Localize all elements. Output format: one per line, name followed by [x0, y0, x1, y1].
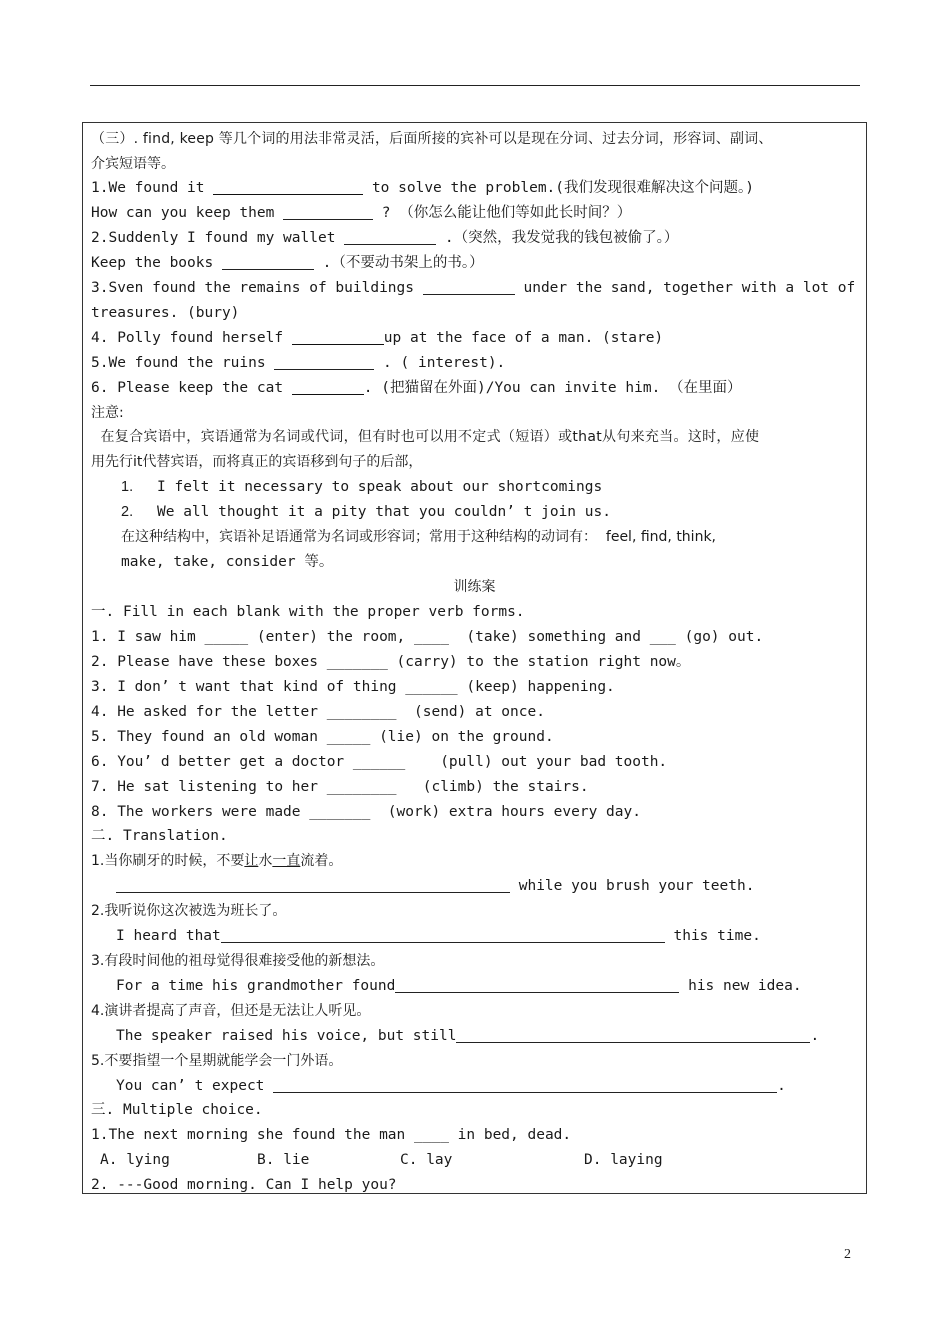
translation-2-blank — [221, 927, 665, 943]
translation-1-chinese-underlined-1: 让 — [244, 853, 259, 869]
example-line-2 — [91, 201, 858, 226]
example-line-7 — [91, 326, 858, 351]
blank-9 — [292, 379, 364, 395]
example-line-5 — [91, 276, 858, 301]
note-line-1: 在复合宾语中，宾语通常为名词或代词，但有时也可以用不定式（短语）或that从句来充当。这时，应使 — [91, 429, 760, 445]
example-2-text-a: How can you keep them — [91, 205, 284, 221]
translation-4-english-a: The speaker raised his voice, but still — [116, 1028, 457, 1044]
part3-title: 三. Multiple choice. — [91, 1102, 263, 1118]
translation-5-english-a: You can’ t expect — [116, 1078, 274, 1094]
option-c: C. lay — [400, 1152, 453, 1168]
part2-title: 二. Translation. — [91, 828, 228, 844]
example-9-text-b: . (把猫留在外面)/You can invite him. （在里面） — [363, 380, 742, 396]
example-3-text-a: 2.Suddenly I found my wallet — [91, 230, 345, 246]
question-5: 5. They found an old woman _____ (lie) on the ground. — [91, 729, 554, 745]
translation-4-chinese: 4.演讲者提高了声音，但还是无法让人听见。 — [91, 1003, 371, 1019]
translation-1-english-text: while you brush your teeth. — [510, 878, 755, 894]
part1-title: 一. Fill in each blank with the proper verb forms. — [91, 604, 525, 620]
translation-2-english-b: this time. — [664, 928, 761, 944]
choice-question-2: 2. ---Good morning. Can I help you? — [91, 1177, 397, 1193]
section3-intro-line2: 介宾短语等。 — [91, 156, 175, 172]
example-8-text-b: . ( interest). — [374, 355, 506, 371]
question-4: 4. He asked for the letter ________ (send) at once. — [91, 704, 545, 720]
note-example-2-text: We all thought it a pity that you couldn’ t join us. — [157, 504, 611, 520]
question-3: 3. I don’ t want that kind of thing ______ (keep) happening. — [91, 679, 615, 695]
content-box — [82, 122, 867, 1194]
example-3-text-b: .（突然，我发觉我的钱包被偷了。） — [436, 230, 679, 246]
example-1-text-b: to solve the problem.(我们发现很难解决这个问题。) — [363, 180, 754, 196]
example-line-8 — [91, 351, 858, 376]
option-d: D. laying — [584, 1152, 663, 1168]
example-line-1 — [91, 176, 858, 201]
translation-5-english — [116, 1074, 858, 1099]
note-line-3: 在这种结构中，宾语补足语通常为名词或形容词；常用于这种结构的动词有： feel, find, think, — [121, 529, 717, 545]
translation-1-chinese-a: 1.当你刷牙的时候，不要 — [91, 853, 245, 869]
example-line-4 — [91, 251, 858, 276]
question-6: 6. You’ d better get a doctor ______ (pull) out your bad tooth. — [91, 754, 668, 770]
note-title: 注意: — [91, 405, 124, 421]
translation-4-english — [116, 1024, 858, 1049]
translation-1-blank — [116, 877, 510, 893]
blank-2 — [283, 204, 373, 220]
translation-1-english — [116, 874, 858, 899]
section3-intro-line1: （三）. find, keep 等几个词的用法非常灵活，后面所接的宾补可以是现在分词、过去分词，形容词、副词、 — [91, 131, 773, 147]
question-8: 8. The workers were made _______ (work) extra hours every day. — [91, 804, 641, 820]
blank-1 — [213, 179, 363, 195]
example-7-text-b: up at the face of a man. (stare) — [383, 330, 664, 346]
page-number: 2 — [844, 1247, 851, 1262]
blank-8 — [274, 354, 374, 370]
blank-3 — [344, 229, 436, 245]
translation-2-english — [116, 924, 858, 949]
example-7-text-a: 4. Polly found herself — [91, 330, 292, 346]
option-b: B. lie — [257, 1152, 310, 1168]
translation-2-english-a: I heard that — [116, 928, 221, 944]
note-example-2-num: 2. — [121, 504, 134, 520]
example-1-text-a: 1.We found it — [91, 180, 214, 196]
note-line-2: 用先行it代替宾语，而将真正的宾语移到句子的后部， — [91, 454, 423, 470]
note-line-4: make, take, consider 等。 — [121, 554, 334, 570]
question-7: 7. He sat listening to her ________ (climb) the stairs. — [91, 779, 589, 795]
example-5-text-a: 3.Sven found the remains of buildings — [91, 280, 415, 296]
translation-1-chinese-b: 水 — [258, 853, 273, 869]
note-example-1-num: 1. — [121, 479, 134, 495]
translation-3-blank — [395, 977, 679, 993]
header-rule — [90, 85, 860, 86]
translation-3-english — [116, 974, 858, 999]
translation-5-blank — [273, 1077, 777, 1093]
example-9-text-a: 6. Please keep the cat — [91, 380, 292, 396]
option-a: A. lying — [100, 1152, 170, 1168]
blank-7 — [292, 329, 384, 345]
blank-5 — [423, 279, 515, 295]
example-line-9 — [91, 376, 858, 401]
translation-3-chinese: 3.有段时间他的祖母觉得很难接受他的新想法。 — [91, 953, 385, 969]
example-5-text-b: under the sand, together with a lot of — [523, 280, 856, 296]
practice-title: 训练案 — [453, 579, 496, 595]
note-example-1 — [121, 475, 858, 500]
translation-4-english-b: . — [810, 1028, 820, 1044]
choice-options-1 — [91, 1148, 858, 1173]
translation-1-chinese-c: 流着。 — [300, 853, 343, 869]
question-2: 2. Please have these boxes _______ (carry) to the station right now。 — [91, 654, 691, 670]
translation-1-chinese-underlined-2: 一直 — [272, 853, 301, 869]
question-1: 1. I saw him _____ (enter) the room, ____ (take) something and ___ (go) out. — [91, 629, 764, 645]
choice-question-1: 1.The next morning she found the man ____ in bed, dead. — [91, 1127, 572, 1143]
translation-3-english-b: his new idea. — [679, 978, 802, 994]
translation-5-english-b: . — [777, 1078, 786, 1094]
example-8-text-a: 5.We found the ruins — [91, 355, 275, 371]
example-4-text-b: .（不要动书架上的书。） — [313, 255, 484, 271]
example-2-text-b: ? （你怎么能让他们等如此长时间？） — [373, 205, 632, 221]
translation-3-english-a: For a time his grandmother found — [116, 978, 396, 994]
note-example-2 — [121, 500, 858, 525]
translation-4-blank — [456, 1027, 810, 1043]
example-line-3 — [91, 226, 858, 251]
example-4-text-a: Keep the books — [91, 255, 222, 271]
example-line-6: treasures. (bury) — [91, 305, 240, 321]
translation-2-chinese: 2.我听说你这次被选为班长了。 — [91, 903, 287, 919]
translation-1-chinese — [91, 849, 858, 874]
blank-4 — [222, 254, 314, 270]
note-example-1-text: I felt it necessary to speak about our shortcomings — [157, 479, 603, 495]
translation-5-chinese: 5.不要指望一个星期就能学会一门外语。 — [91, 1053, 343, 1069]
